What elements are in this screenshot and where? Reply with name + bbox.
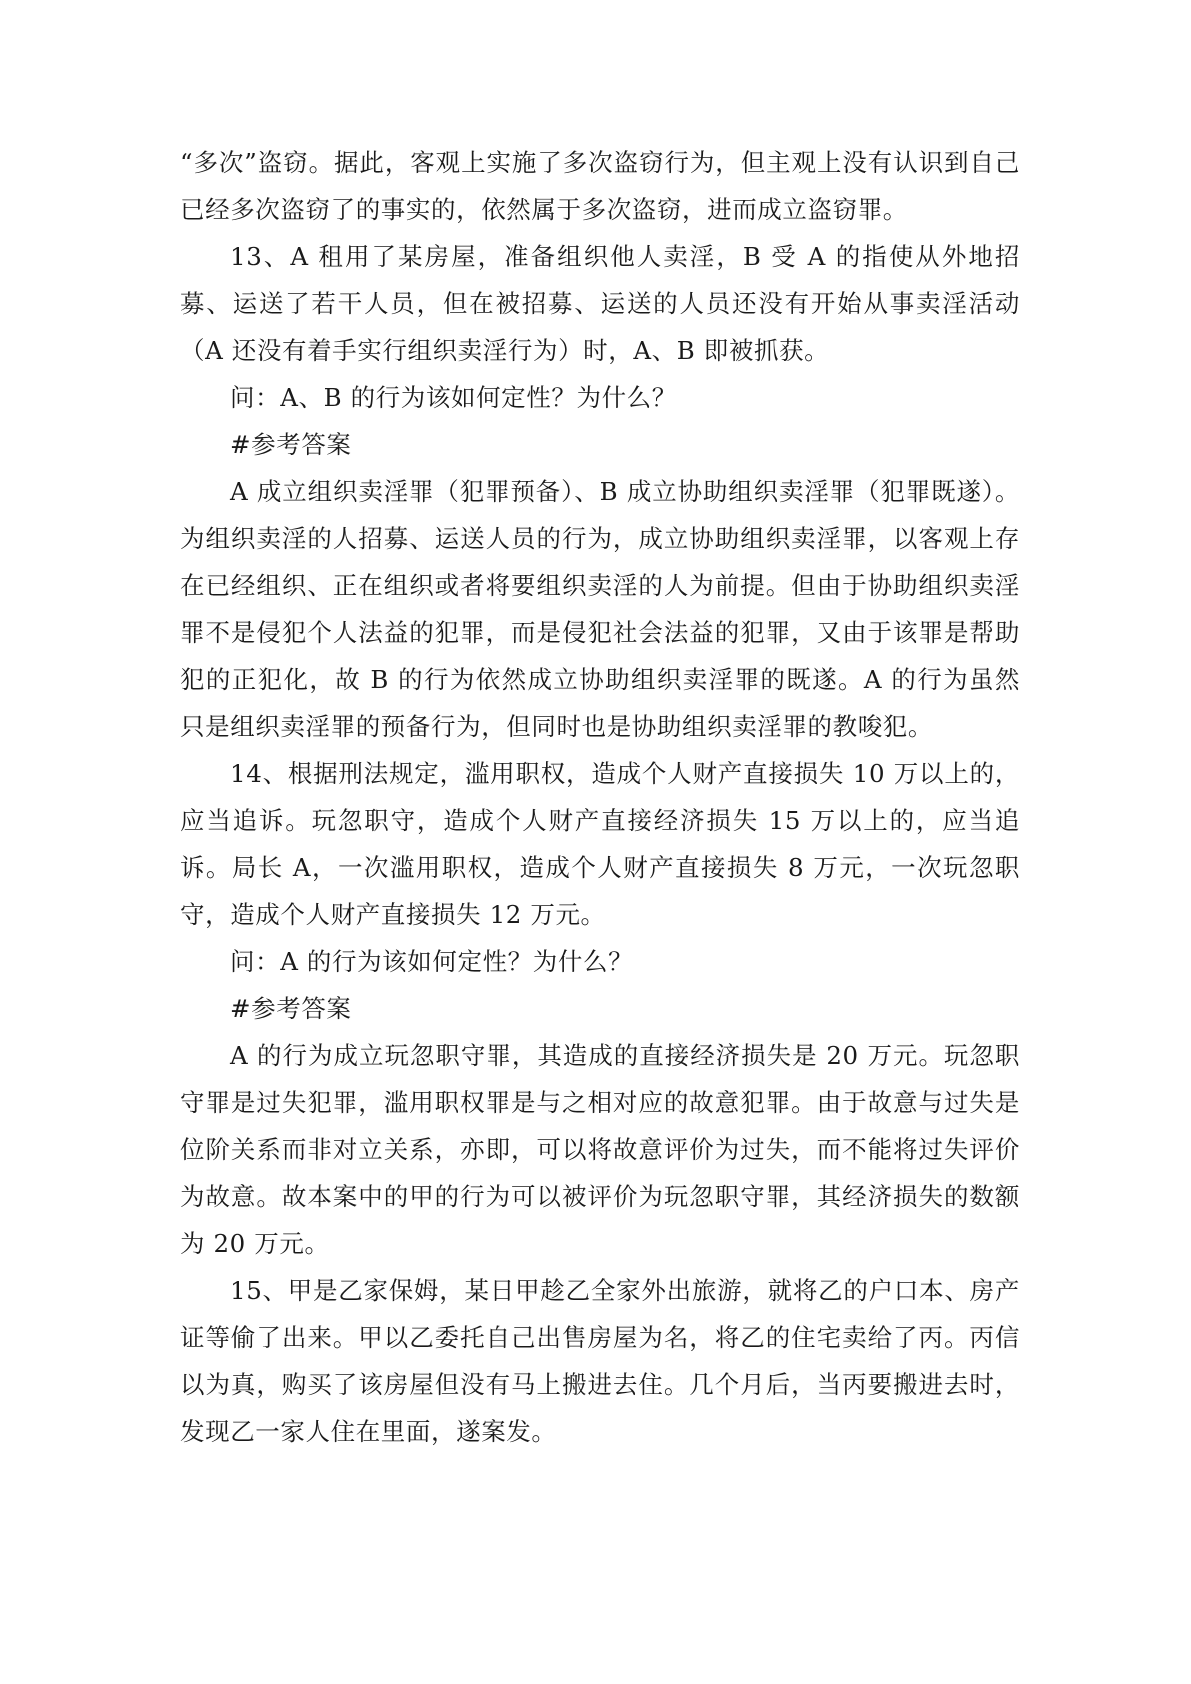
answer-heading-13: #参考答案 bbox=[230, 430, 352, 459]
question-14: 14、根据刑法规定，滥用职权，造成个人财产直接损失 10 万以上的，应当追诉。玩忽职守，造成个人财产直接经济损失 15 万以上的，应当追诉。局长 A，一次滥用职权，造成个人财产直接损失 8 万元，一次玩忽职守，造成个人财产直接损失 12 万元。 bbox=[180, 759, 1020, 929]
answer-14: A 的行为成立玩忽职守罪，其造成的直接经济损失是 20 万元。玩忽职守罪是过失犯罪，滥用职权罪是与之相对应的故意犯罪。由于故意与过失是位阶关系而非对立关系，亦即，可以将故意评价为过失，而不能将过失评价为故意。故本案中的甲的行为可以被评价为玩忽职守罪，其经济损失的数额为 20 万元。 bbox=[180, 1041, 1020, 1258]
paragraph-continuation: “多次”盗窃。据此，客观上实施了多次盗窃行为，但主观上没有认识到自己已经多次盗窃了的事实的，依然属于多次盗窃，进而成立盗窃罪。 bbox=[180, 148, 1020, 224]
document-body bbox=[180, 139, 1020, 1455]
question-14-prompt: 问：A 的行为该如何定性？为什么？ bbox=[230, 947, 634, 976]
answer-heading-14: #参考答案 bbox=[230, 994, 352, 1023]
question-15: 15、甲是乙家保姆，某日甲趁乙全家外出旅游，就将乙的户口本、房产证等偷了出来。甲以乙委托自己出售房屋为名，将乙的住宅卖给了丙。丙信以为真，购买了该房屋但没有马上搬进去住。几个月后，当丙要搬进去时，发现乙一家人住在里面，遂案发。 bbox=[180, 1276, 1020, 1446]
question-13-prompt: 问：A、B 的行为该如何定性？为什么？ bbox=[230, 383, 677, 412]
question-13: 13、A 租用了某房屋，准备组织他人卖淫，B 受 A 的指使从外地招募、运送了若干人员，但在被招募、运送的人员还没有开始从事卖淫活动（A 还没有着手实行组织卖淫行为）时，A、B 即被抓获。 bbox=[180, 242, 1020, 365]
answer-13: A 成立组织卖淫罪（犯罪预备）、B 成立协助组织卖淫罪（犯罪既遂）。为组织卖淫的人招募、运送人员的行为，成立协助组织卖淫罪，以客观上存在已经组织、正在组织或者将要组织卖淫的人为前提。但由于协助组织卖淫罪不是侵犯个人法益的犯罪，而是侵犯社会法益的犯罪，又由于该罪是帮助犯的正犯化，故 B 的行为依然成立协助组织卖淫罪的既遂。A 的行为虽然只是组织卖淫罪的预备行为，但同时也是协助组织卖淫罪的教唆犯。 bbox=[180, 477, 1020, 741]
